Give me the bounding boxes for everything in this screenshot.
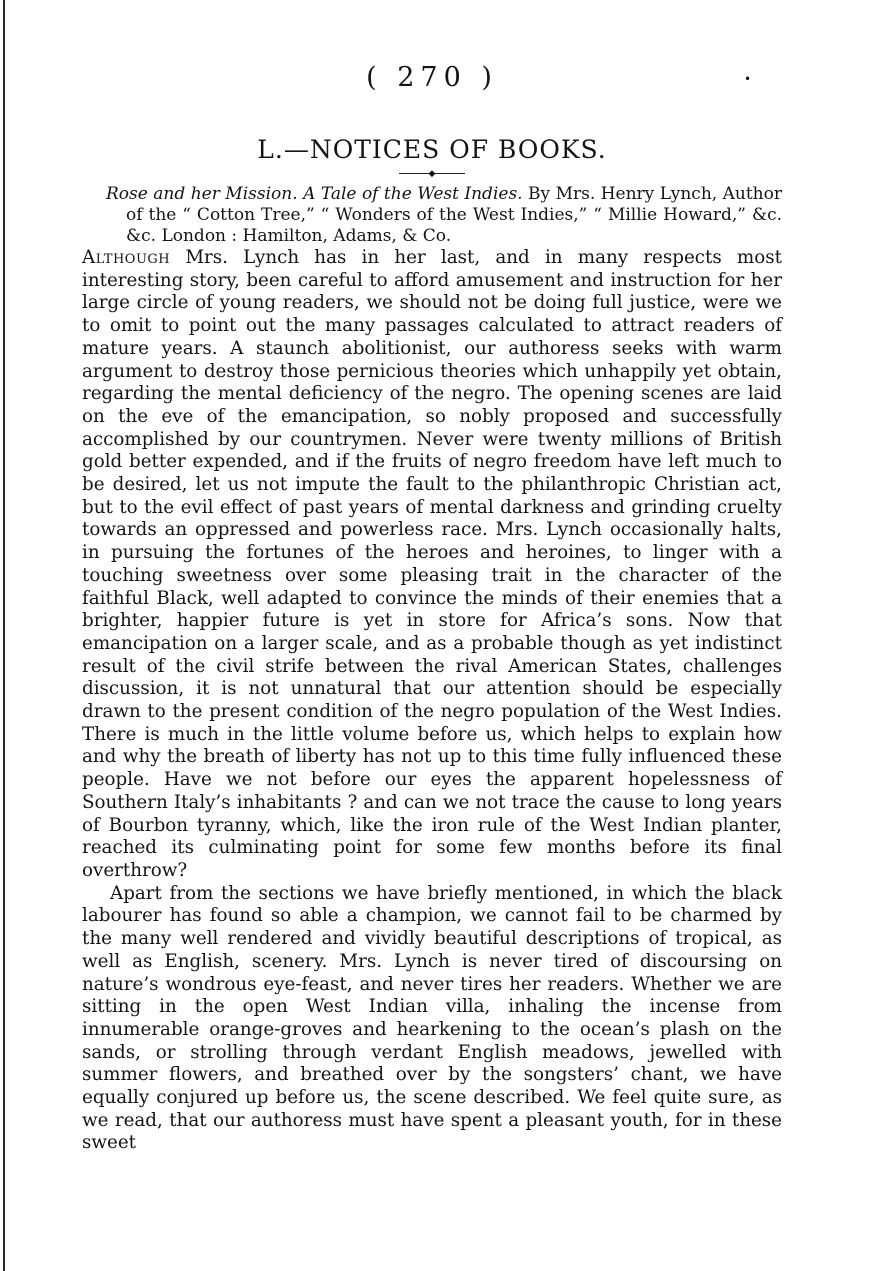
section-heading: L.—NOTICES OF BOOKS. — [257, 135, 607, 164]
diamond-ornament-icon: ◆ — [428, 169, 436, 179]
paragraph-1-text: Mrs. Lynch has in her last, and in many respects most interesting story, been careful to afford amusement and instruction for her large circle of young readers, we should not be doing full justice, were we to omit to point out the many passages calculated to attract readers of mature years. A staunch abolitionist, our authoress seeks with warm argument to destroy those pernicious theories which unhappily yet obtain, regarding the mental deficiency of the negro. The opening scenes are laid on the eve of the emancipation, so nobly proposed and successfully accomplished by our countrymen. Never were twenty millions of British gold better expended, and if the fruits of negro freedom have left much to be desired, let us not impute the fault to the philanthropic Christian act, but to the evil effect of past years of mental darkness and grinding cruelty towards an oppressed and powerless race. Mrs. Lynch occasionally halts, in pursuing the fortunes of the heroes and heroines, to linger with a touching sweetness over some pleasing trait in the character of the faithful Black, well adapted to convince the minds of their enemies that a brighter, happier future is yet in store for Africa’s sons. Now that emancipation on a larger scale, and as a probable though as yet indistinct result of the civil strife between the rival American States, challenges discussion, it is not unnatural that our attention should be especially drawn to the present condition of the negro population of the West Indies. There is much in the little volume before us, which helps to explain how and why the breath of liberty has not up to this time fully influenced these people. Have we not before our eyes the apparent hopelessness of Southern Italy’s inhabitants ? and can we not trace the cause to long years of Bourbon tyranny, which, like the iron rule of the West Indian planter, reached its culminating point for some few months before its final overthrow? — [82, 247, 782, 881]
book-subtitle: A Tale of the West Indies. — [303, 184, 523, 204]
paragraph-2: Apart from the sections we have briefly mentioned, in which the black labourer has found so able a champion, we cannot fail to be charmed by the many well rendered and vividly beautiful descriptions of tropical, as well as English, scenery. Mrs. Lynch is never tired of discoursing on nature’s wondrous eye-feast, and never tires her readers. Whether we are sitting in the open West Indian villa, inhaling the incense from innumerable orange-groves and hearkening to the ocean’s plash on the sands, or strolling through verdant English meadows, jewelled with summer flowers, and breathed over by the songsters’ chant, we have equally conjured up before us, the scene described. We feel quite sure, as we read, that our authoress must have spent a pleasant youth, for in these sweet — [82, 882, 782, 1154]
divider-line-left — [399, 173, 429, 174]
page-number: ( 270 ) — [366, 62, 498, 93]
ink-dot: • — [744, 72, 752, 86]
review-body — [82, 247, 782, 1155]
page-edge-rule — [3, 0, 5, 1271]
book-title: Rose and her Mission. — [106, 184, 298, 204]
divider-line-right — [435, 173, 465, 174]
paragraph-lead-word: Although — [82, 247, 171, 268]
heading-divider — [82, 170, 782, 179]
book-details: By Mrs. Henry Lynch, Author of the “ Cotton Tree,” “ Wonders of the West Indies,” “ Millie Howard,” &c. &c. London : Hamilton, Adams, & Co. — [126, 184, 782, 246]
paragraph-1 — [82, 247, 782, 883]
book-reference — [106, 184, 782, 247]
